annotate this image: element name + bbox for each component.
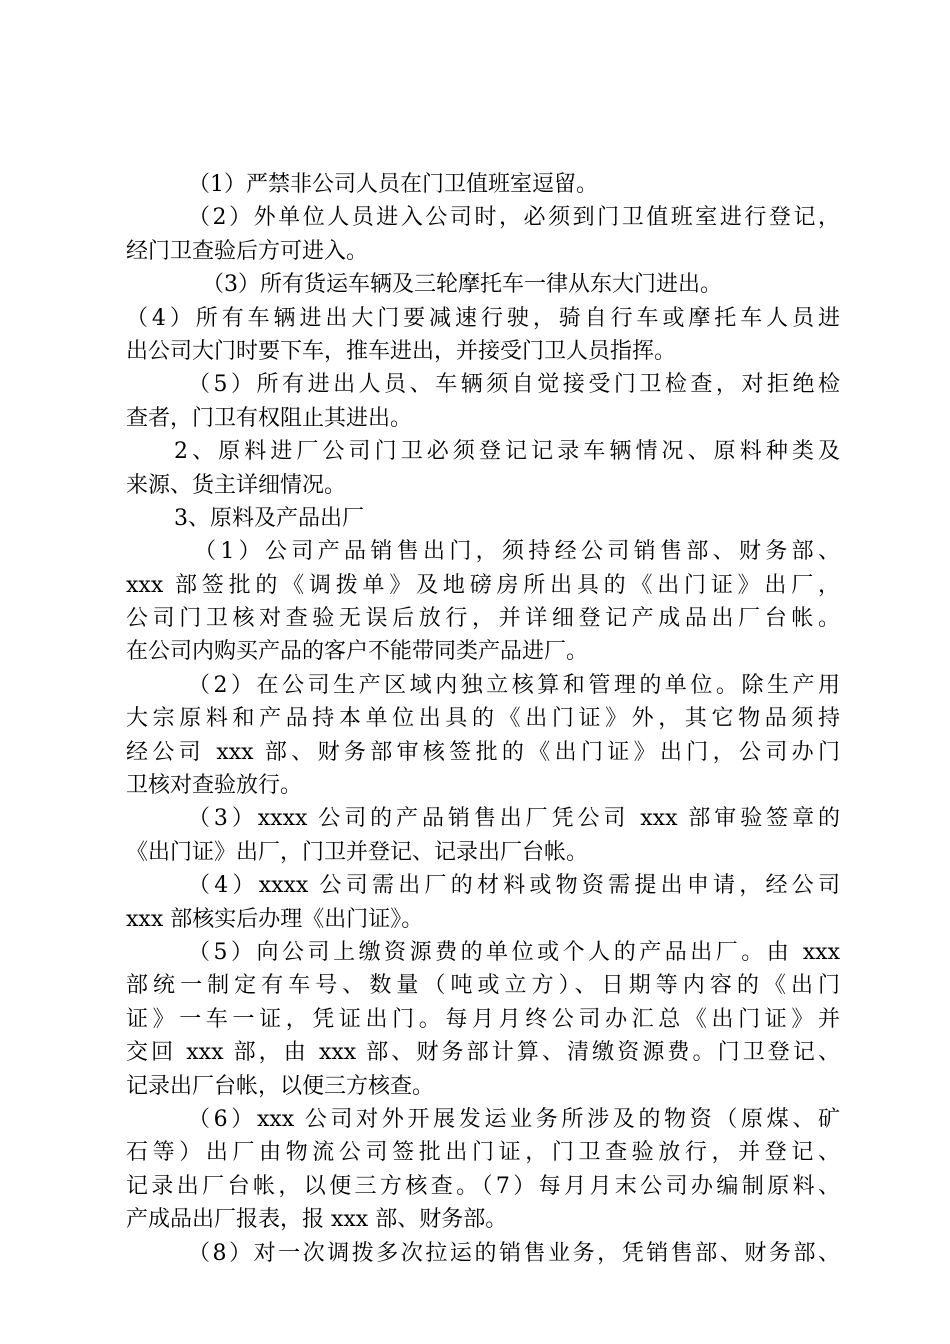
text-line: 大宗原料和产品持本单位出具的《出门证》外，其它物品须持: [126, 706, 840, 732]
text-line: 出公司大门时要下车，推车进出，并接受门卫人员指挥。: [126, 338, 677, 364]
text-line: （4）xxxx 公司需出厂的材料或物资需提出申请，经公司: [188, 873, 840, 899]
text-line: 产成品出厂报表，报 xxx 部、财务部。: [126, 1207, 508, 1233]
text-line: xxx 部核实后办理《出门证》。: [126, 906, 424, 932]
text-line: 公司门卫核对查验无误后放行，并详细登记产成品出厂台帐。: [126, 606, 840, 632]
text-line: （5）所有进出人员、车辆须自觉接受门卫检查，对拒绝检: [188, 372, 840, 398]
text-line: （6）xxx 公司对外开展发运业务所涉及的物资（原煤、矿: [188, 1106, 840, 1132]
text-line: 证》一车一证，凭证出门。每月月终公司办汇总《出门证》并: [126, 1006, 840, 1032]
text-line: 查者，门卫有权阻止其进出。: [126, 405, 413, 431]
text-line: 交回 xxx 部，由 xxx 部、财务部计算、清缴资源费。门卫登记、: [126, 1040, 840, 1066]
document-body: [126, 168, 840, 1270]
text-line: 经门卫查验后方可进入。: [126, 238, 369, 264]
text-line: （1）严禁非公司人员在门卫值班室逗留。: [188, 172, 598, 197]
text-line: 部统一制定有车号、数量（吨或立方）、日期等内容的《出门: [126, 973, 840, 999]
text-line: xxx 部签批的《调拨单》及地磅房所出具的《出门证》出厂，: [126, 572, 840, 598]
text-line: 在公司内购买产品的客户不能带同类产品进厂。: [126, 639, 589, 665]
text-line: 记录出厂台帐，以便三方核查。: [126, 1073, 435, 1099]
text-line: （2）外单位人员进入公司时，必须到门卫值班室进行登记，: [188, 205, 840, 231]
text-line: （8）对一次调拨多次拉运的销售业务，凭销售部、财务部、: [188, 1240, 840, 1266]
text-line: 3、原料及产品出厂: [174, 505, 364, 531]
text-line: 来源、货主详细情况。: [126, 472, 347, 498]
text-line: （3）xxxx 公司的产品销售出厂凭公司 xxx 部审验签章的: [188, 806, 840, 832]
text-line: （5）向公司上缴资源费的单位或个人的产品出厂。由 xxx: [188, 939, 840, 965]
text-line: 卫核对查验放行。: [126, 773, 303, 799]
text-line: （2）在公司生产区域内独立核算和管理的单位。除生产用: [188, 672, 840, 698]
text-line: 2、原料进厂公司门卫必须登记记录车辆情况、原料种类及: [174, 439, 840, 465]
text-line: 记录出厂台帐，以便三方核查。（7）每月月末公司办编制原料、: [126, 1173, 840, 1199]
text-line: （1）公司产品销售出门，须持经公司销售部、财务部、: [194, 539, 840, 565]
text-line: 石等）出厂由物流公司签批出门证，门卫查验放行，并登记、: [126, 1140, 840, 1166]
text-line: 《出门证》出厂，门卫并登记、记录出厂台帐。: [126, 839, 589, 865]
text-line: 经公司 xxx 部、财务部审核签批的《出门证》出门，公司办门: [126, 739, 840, 765]
text-line: （4）所有车辆进出大门要减速行驶，骑自行车或摩托车人员进: [126, 305, 840, 331]
text-line: （3）所有货运车辆及三轮摩托车一律从东大门进出。: [202, 272, 722, 298]
